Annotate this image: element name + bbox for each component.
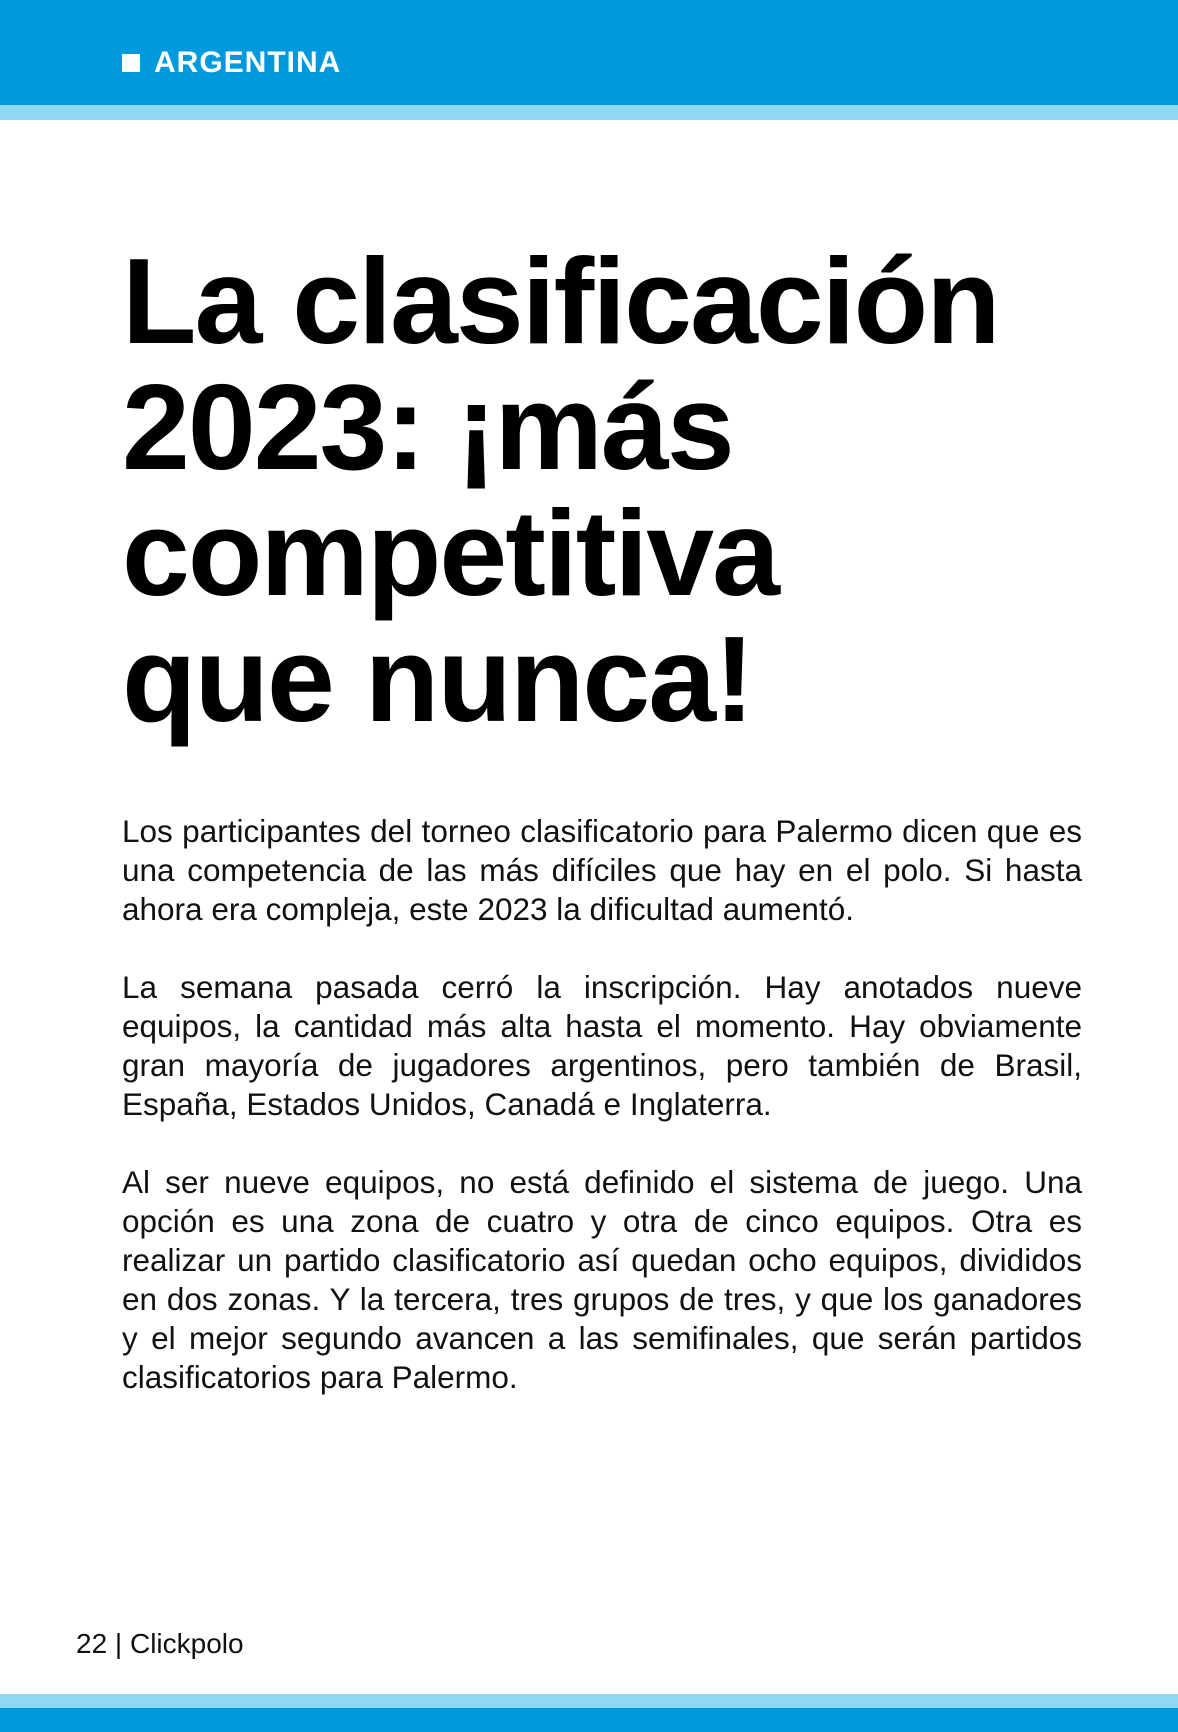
headline-line: competitiva [122, 485, 778, 621]
article-body [122, 812, 1082, 1436]
square-bullet-icon [122, 54, 140, 72]
headline-line: 2023: ¡más [122, 359, 733, 495]
header-stripe [0, 105, 1178, 120]
headline-line: La clasificación [122, 233, 999, 369]
page-footer: 22 | Clickpolo [76, 1628, 244, 1659]
footer-stripe [0, 1694, 1178, 1708]
section-tag [122, 48, 341, 78]
article-paragraph: La semana pasada cerró la inscripción. Hay anotados nueve equipos, la cantidad más alta hasta el momento. Hay obviamente gran mayoría de jugadores argentinos, pero también de Brasil, España, Estados Unidos, Canadá e Inglaterra. [122, 969, 1082, 1122]
article-paragraph: Los participantes del torneo clasificatorio para Palermo dicen que es una competencia de las más difíciles que hay en el polo. Si hasta ahora era compleja, este 2023 la dificultad aumentó. [122, 813, 1082, 927]
headline-line: que nunca! [122, 611, 753, 747]
article-headline [122, 233, 1122, 747]
section-label: ARGENTINA [154, 46, 342, 79]
footer-band [0, 1708, 1178, 1732]
article-paragraph: Al ser nueve equipos, no está definido el sistema de juego. Una opción es una zona de cuatro y otra de cinco equipos. Otra es realizar un partido clasificatorio así quedan ocho equipos, divididos en dos zonas. Y la tercera, tres grupos de tres, y que los ganadores y el mejor segundo avancen a las semifinales, que serán partidos clasificatorios para Palermo. [122, 1164, 1082, 1395]
